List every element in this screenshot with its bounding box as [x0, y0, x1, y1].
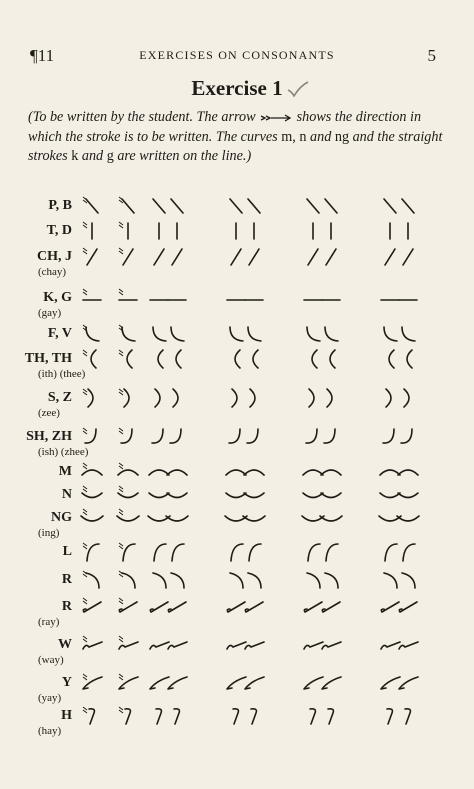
practice-stroke-pair	[389, 350, 412, 368]
practice-stroke-pair	[226, 493, 264, 498]
model-stroke-with-arrows	[83, 598, 137, 612]
practice-stroke-pair	[303, 493, 341, 498]
practice-stroke-pair	[307, 573, 338, 588]
term-k: k	[71, 148, 79, 164]
instructions-open-paren: (	[28, 109, 33, 125]
term-ng: ng	[334, 128, 350, 145]
practice-stroke-pair	[236, 223, 254, 239]
section-mark: ¶11	[30, 46, 55, 65]
practice-stroke-pair	[380, 470, 418, 475]
practice-stroke-pair	[148, 516, 188, 521]
row-label: SH, ZH	[26, 429, 72, 444]
instructions-part-1: To be written by the student. The arrow	[32, 109, 256, 125]
row-label: H	[61, 708, 72, 723]
practice-stroke-pair	[152, 429, 181, 443]
running-title: EXERCISES ON CONSONANTS	[139, 48, 335, 62]
practice-stroke-pair	[384, 199, 414, 213]
model-stroke-with-arrows	[83, 222, 128, 239]
practice-stroke-pair	[308, 249, 336, 265]
practice-stroke-pair	[153, 327, 184, 341]
practice-stroke-pair	[150, 642, 187, 649]
practice-stroke-pair	[227, 642, 264, 649]
practice-stroke-pair	[390, 223, 408, 239]
practice-stroke-pair	[309, 389, 332, 407]
model-stroke-with-arrows	[83, 325, 135, 341]
practice-stroke-pair	[313, 223, 331, 239]
practice-stroke-pair	[155, 389, 178, 407]
row-sublabel: (hay)	[38, 725, 62, 737]
row-sublabel: (gay)	[38, 307, 62, 319]
row-sublabel: (way)	[38, 654, 64, 666]
practice-stroke-pair	[153, 199, 183, 213]
practice-stroke-pair	[230, 573, 261, 588]
practice-stroke-pair	[233, 709, 256, 724]
practice-stroke-pair	[383, 429, 412, 443]
practice-stroke-pair	[232, 389, 255, 407]
practice-stroke-pair	[304, 642, 341, 649]
term-g: g	[106, 148, 114, 164]
instructions-part-4: and the straight strokes	[28, 128, 443, 164]
row-label: TH, TH	[24, 351, 72, 366]
instructions-close-paren: )	[246, 148, 252, 164]
row-sublabel: (chay)	[38, 266, 67, 278]
row-label: S, Z	[47, 390, 72, 405]
row-sublabel: (ith) (thee)	[38, 368, 86, 380]
practice-stroke-pair	[235, 350, 258, 368]
row-sublabel: (ray)	[38, 616, 60, 628]
model-stroke-with-arrows	[83, 350, 132, 368]
model-stroke-with-arrows	[83, 674, 138, 689]
row-sublabel: (ish) (zhee)	[38, 446, 89, 458]
practice-stroke-pair	[386, 389, 409, 407]
term-n: n	[299, 128, 307, 145]
row-label: R	[61, 599, 72, 614]
practice-stroke-pair	[230, 327, 261, 341]
row-label: L	[62, 544, 72, 559]
practice-stroke-pair	[380, 493, 418, 498]
practice-stroke-pair	[312, 350, 335, 368]
model-stroke-with-arrows	[83, 428, 132, 443]
row-label: NG	[51, 510, 72, 525]
row-label: F, V	[47, 326, 72, 341]
row-sublabel: (yay)	[38, 692, 62, 704]
practice-stroke-pair	[156, 709, 179, 724]
instructions-part-2: shows the direction in which the stroke is to be written. The curves	[28, 109, 422, 145]
row-label: Y	[61, 675, 72, 690]
practice-stroke-pair	[149, 470, 187, 475]
practice-stroke-pair	[227, 602, 263, 612]
row-label: R	[61, 572, 72, 587]
practice-stroke-pair	[227, 677, 264, 689]
practice-stroke-pair	[379, 516, 419, 521]
practice-stroke-pair	[384, 327, 415, 341]
row-label: P, B	[48, 198, 72, 213]
practice-stroke-pair	[149, 493, 187, 498]
exercise-title: Exercise 1	[191, 76, 283, 100]
instructions-part-5: and	[81, 148, 104, 164]
page-number: 5	[427, 46, 436, 65]
model-stroke-with-arrows	[83, 571, 135, 588]
practice-stroke-pair	[384, 573, 415, 588]
model-stroke-with-arrows	[83, 248, 133, 265]
practice-stroke-pair	[385, 544, 415, 561]
practice-stroke-pair	[154, 544, 184, 561]
model-stroke-with-arrows	[83, 389, 129, 407]
term-m: m,	[281, 128, 296, 145]
row-label: T, D	[46, 223, 72, 238]
practice-stroke-pair	[158, 350, 181, 368]
practice-stroke-pair	[307, 199, 337, 213]
practice-stroke-pair	[230, 199, 260, 213]
practice-stroke-pair	[159, 223, 177, 239]
practice-stroke-pair	[381, 677, 418, 689]
practice-stroke-pair	[385, 249, 413, 265]
model-stroke-with-arrows	[82, 486, 138, 498]
practice-stroke-pair	[310, 709, 333, 724]
model-stroke-with-arrows	[83, 707, 130, 724]
practice-stroke-pair	[302, 516, 342, 521]
practice-stroke-pair	[150, 677, 187, 689]
practice-stroke-pair	[153, 573, 184, 588]
practice-stroke-pair	[229, 429, 258, 443]
row-label: K, G	[43, 290, 72, 305]
practice-stroke-pair	[381, 602, 417, 612]
row-sublabel: (zee)	[38, 407, 60, 419]
practice-stroke-pair	[387, 709, 410, 724]
practice-stroke-pair	[150, 602, 186, 612]
instructions-part-3: and	[310, 128, 332, 145]
practice-stroke-pair	[154, 249, 182, 265]
practice-stroke-pair	[304, 602, 340, 612]
model-stroke-with-arrows	[82, 463, 138, 475]
practice-stroke-pair	[231, 544, 261, 561]
row-label: M	[58, 464, 72, 479]
practice-stroke-pair	[304, 677, 341, 689]
practice-stroke-pair	[381, 642, 418, 649]
row-label: CH, J	[37, 249, 72, 264]
row-label: W	[58, 637, 72, 652]
row-sublabel: (ing)	[38, 527, 60, 539]
model-stroke-with-arrows	[83, 543, 135, 561]
practice-stroke-pair	[226, 470, 264, 475]
practice-stroke-pair	[307, 327, 338, 341]
practice-stroke-pair	[225, 516, 265, 521]
practice-stroke-pair	[231, 249, 259, 265]
instructions-part-6: are written on the line.	[117, 148, 247, 164]
model-stroke-with-arrows	[83, 636, 138, 649]
practice-stroke-pair	[306, 429, 335, 443]
model-stroke-with-arrows	[83, 197, 134, 213]
model-stroke-with-arrows	[81, 509, 139, 521]
row-label: N	[61, 487, 72, 502]
model-stroke-with-arrows	[83, 289, 137, 300]
practice-stroke-pair	[303, 470, 341, 475]
practice-stroke-pair	[308, 544, 338, 561]
